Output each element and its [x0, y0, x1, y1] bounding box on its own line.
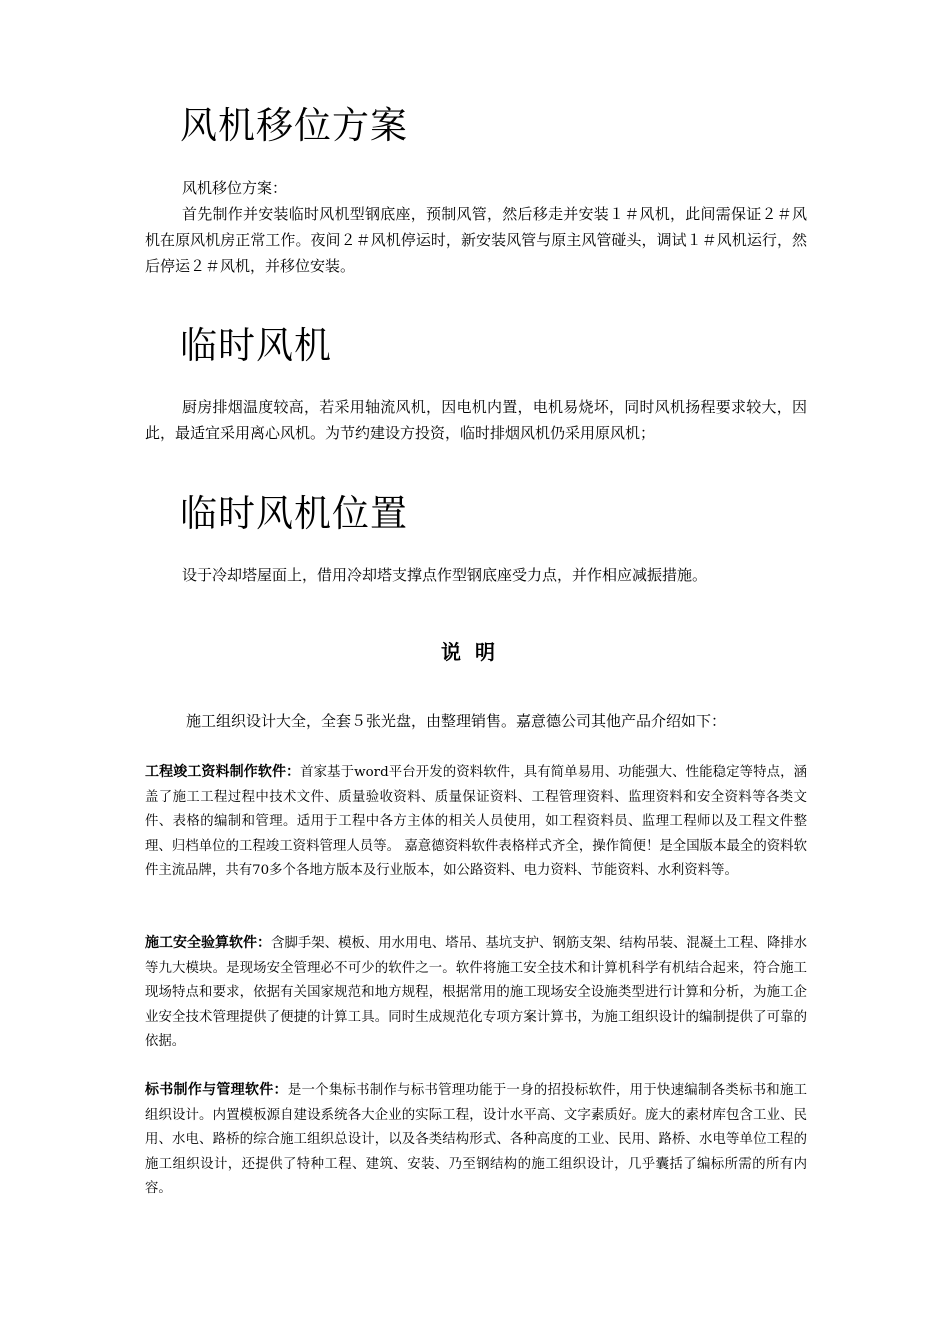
heading-temporary-fan: 临时风机: [180, 324, 332, 367]
notes-intro: 施工组织设计大全，全套５张光盘，由整理销售。嘉意德公司其他产品介绍如下：: [186, 712, 727, 730]
paragraph-temporary-fan: 厨房排烟温度较高，若采用轴流风机，因电机内置，电机易烧坏，同时风机扬程要求较大，因此，最适宜采用离心风机。为节约建设方投资，临时排烟风机仍采用原风机；: [145, 398, 807, 442]
product-description: [145, 931, 807, 1055]
product-desc: 含脚手架、模板、用水用电、塔吊、基坑支护、钢筋支架、结构吊装、混凝土工程、降排水等九大模块。是现场安全管理必不可少的软件之一。软件将施工安全技术和计算机科学有机结合起来，符合施工现场特点和要求，依据有关国家规范和地方规程，根据常用的施工现场安全设施类型进行计算和分析，为施工企业安全技术管理提供了便捷的计算工具。同时生成规范化专项方案计算书，为施工组织设计的编制提供了可靠的依据。: [145, 936, 808, 1049]
paragraph-fan-relocation-plan: 首先制作并安装临时风机型钢底座，预制风管，然后移走并安装１＃风机，此间需保证２＃风机在原风机房正常工作。夜间２＃风机停运时，新安装风管与原主风管碰头，调试１＃风机运行，然后停运２＃风机，并移位安装。: [145, 205, 807, 275]
product-description: [145, 1078, 807, 1202]
heading-temporary-fan-location: 临时风机位置: [180, 492, 408, 535]
notes-title: 说明: [441, 640, 509, 664]
product-description: [145, 760, 807, 884]
product-name: 标书制作与管理软件：: [145, 1082, 288, 1098]
product-desc: 首家基于word平台开发的资料软件，具有简单易用、功能强大、性能稳定等特点，涵盖了施工工程过程中技术文件、质量验收资料、质量保证资料、工程管理资料、监理资料和安全资料等各类文件、表格的编制和管理。适用于工程中各方主体的相关人员使用，如工程资料员、监理工程师以及工程文件整理、归档单位的工程竣工资料管理人员等。 嘉意德资料软件表格样式齐全，操作简便！是全国版本最全的资料软件主流品牌，共有70多个各地方版本及行业版本，如公路资料、电力资料、节能资料、水利资料等。: [145, 765, 807, 878]
paragraph-temporary-fan-location: 设于冷却塔屋面上，借用冷却塔支撑点作型钢底座受力点，并作相应减振措施。: [182, 566, 708, 584]
product-desc: 是一个集标书制作与标书管理功能于一身的招投标软件，用于快速编制各类标书和施工组织设计。内置模板源自建设系统各大企业的实际工程，设计水平高、文字素质好。庞大的素材库包含工业、民用、水电、路桥的综合施工组织总设计，以及各类结构形式、各种高度的工业、民用、路桥、水电等单位工程的施工组织设计，还提供了特种工程、建筑、安装、乃至钢结构的施工组织设计，几乎囊括了编标所需的所有内容。: [145, 1083, 808, 1196]
product-name: 工程竣工资料制作软件：: [145, 764, 301, 780]
heading-fan-relocation-plan: 风机移位方案: [180, 104, 408, 147]
product-name: 施工安全验算软件：: [145, 935, 272, 951]
label-fan-relocation-plan: 风机移位方案：: [182, 179, 288, 197]
